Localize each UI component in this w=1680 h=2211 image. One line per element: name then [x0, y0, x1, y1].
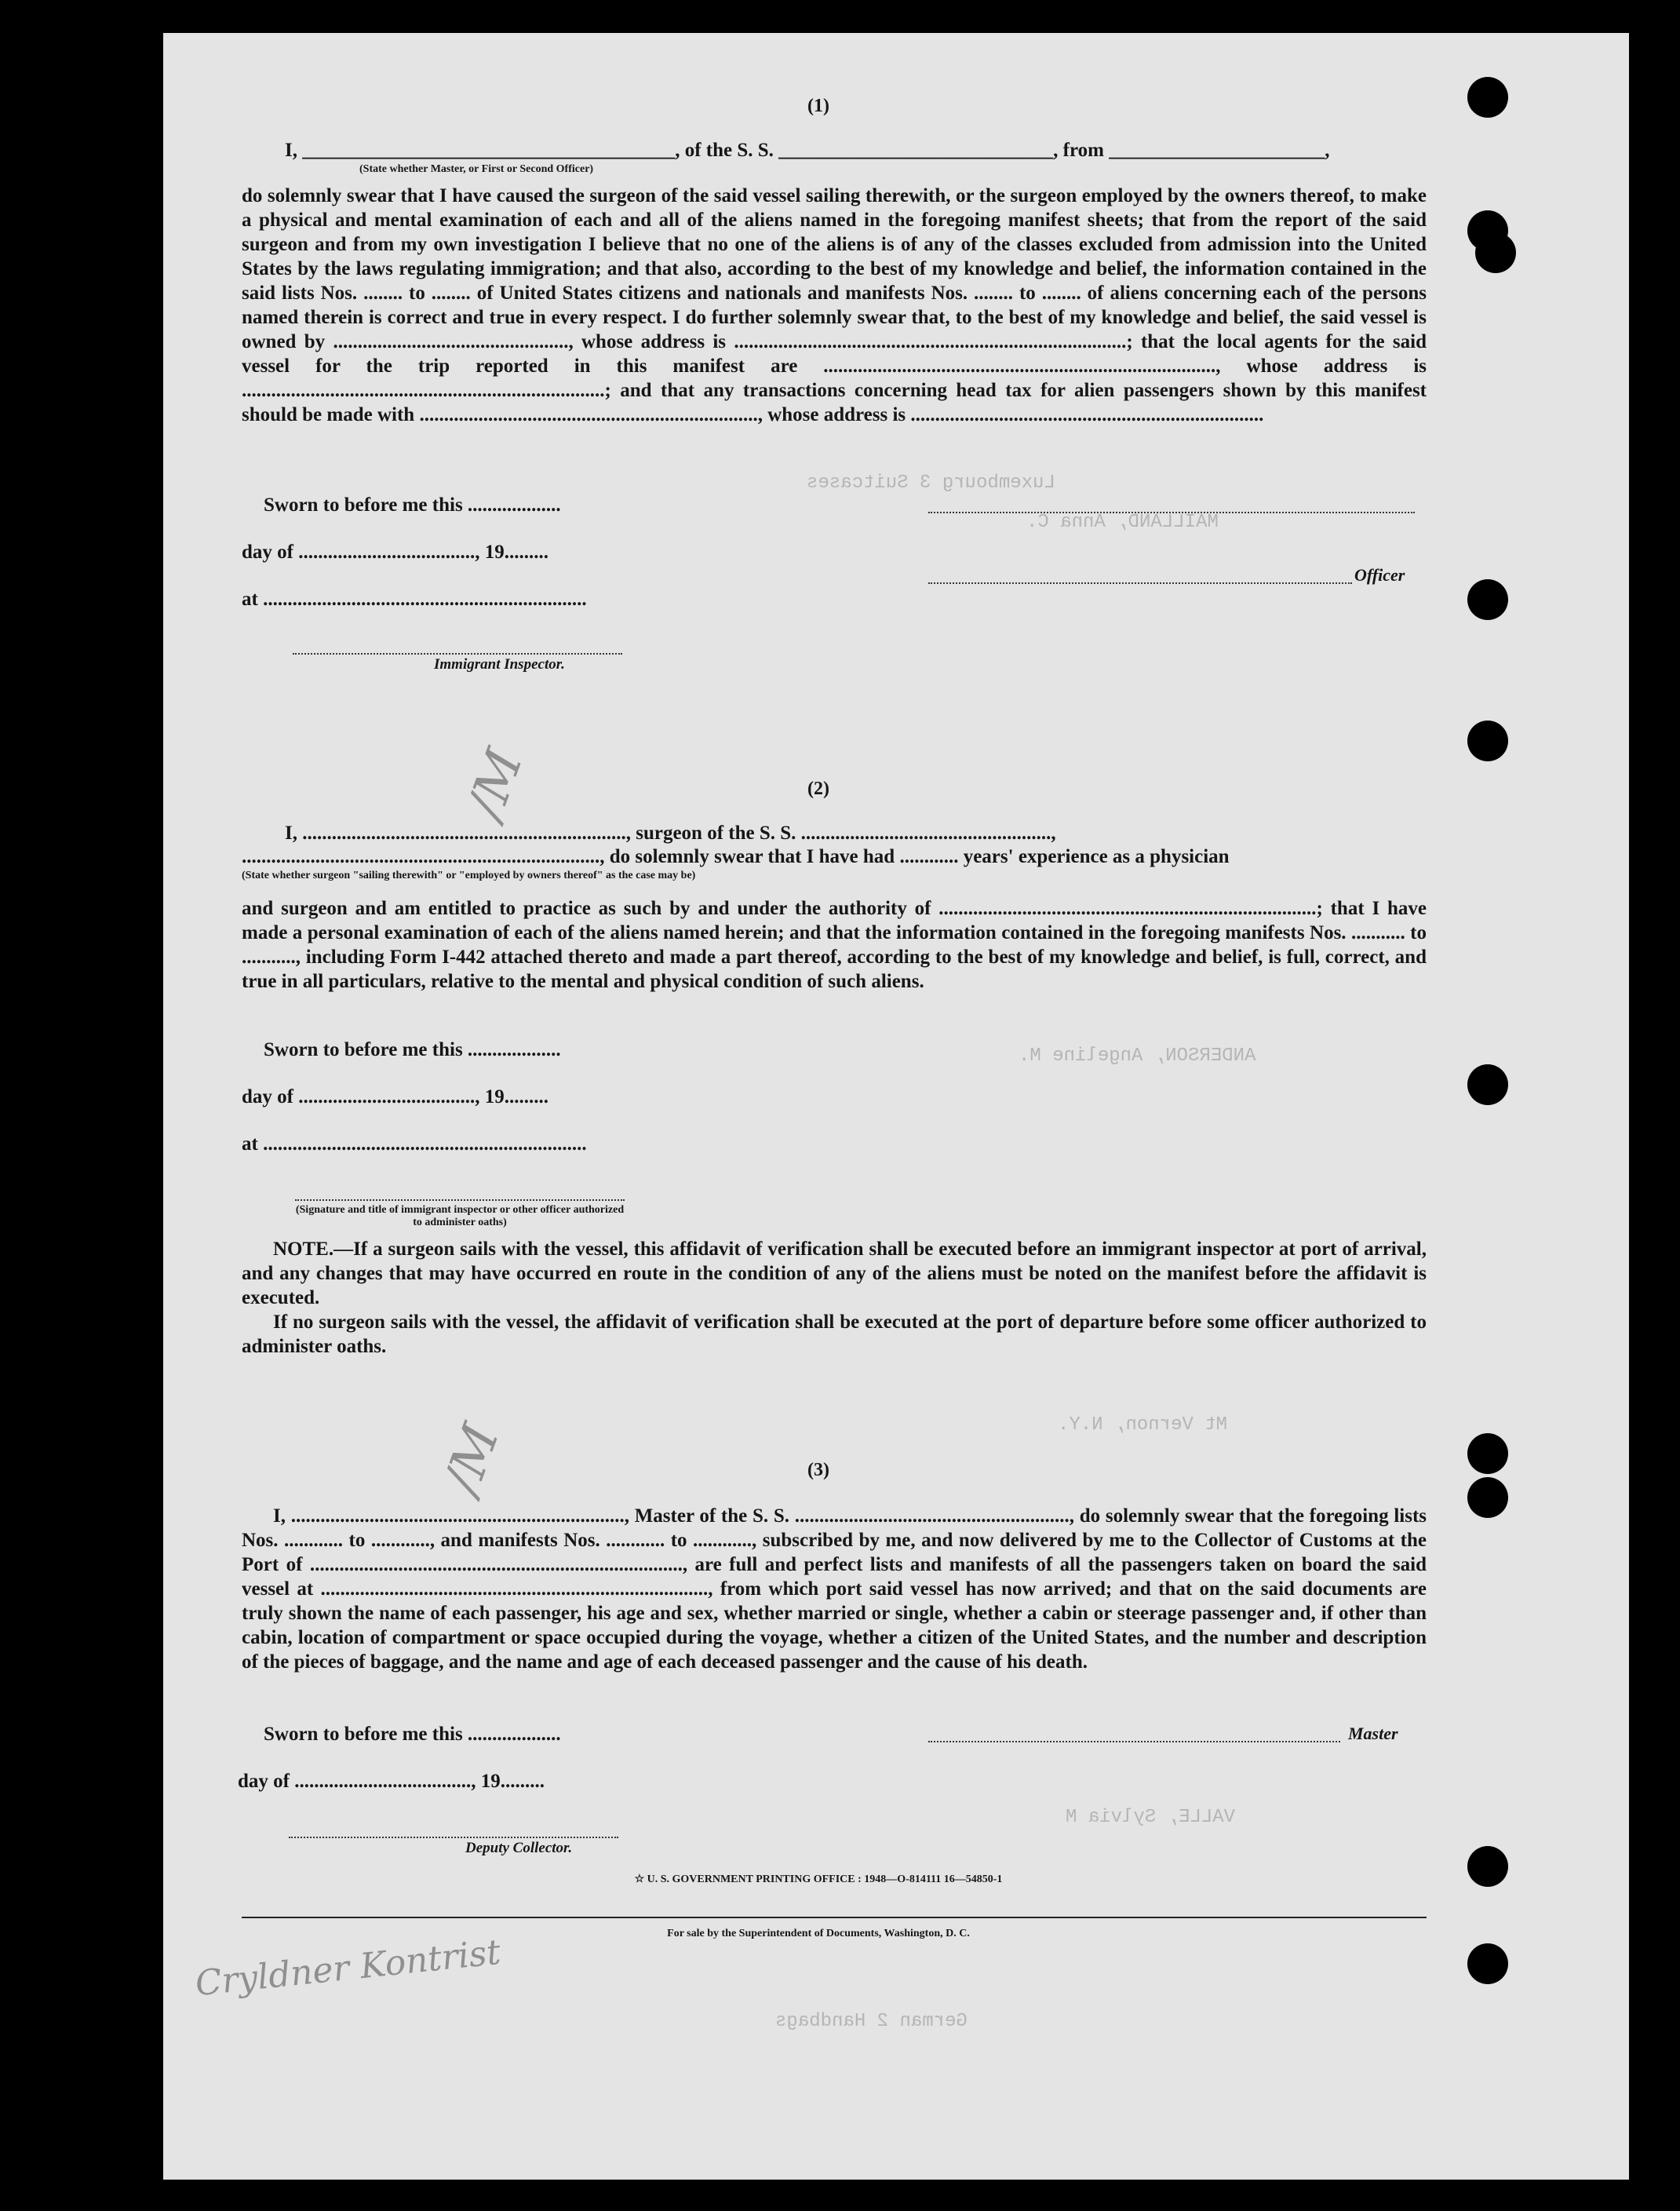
section-2-surgeon-caption: (State whether surgeon "sailing therewith" or "employed by owners thereof" as the case may be)	[242, 870, 696, 881]
section-1-inspector-label: Immigrant Inspector.	[434, 656, 565, 673]
section-1-oath-text	[242, 184, 1427, 427]
section-1-paragraph: do solemnly swear that I have caused the surgeon of the said vessel sailing therewith, or the surgeon employed by the owners thereof, to make a physical and mental examination of each and all of the aliens named in the foregoing manifest sheets; that from the report of the said surgeon and from my own investigation I believe that no one of the aliens is of any of the classes excluded from admission into the United States by the laws regulating immigration; and that also, according to the best of my knowledge and belief, the information contained in the said lists Nos. ........ to ........ of United States citizens and nationals and manifests Nos. ........ to ........ of aliens concerning each of the persons named therein is correct and true in every respect. I do further solemnly swear that, to the best of my knowledge and belief, the said vessel is owned by ................................................, whose address is ................................................................................; that the local agents for the said vessel for the trip reported in this manifest are ................................................................................, whose address is ..........................................................................; and that any transactions concerning head tax for alien passengers shown by this manifest should be made with ....................................................................., whose address is ........................................................................	[242, 185, 1427, 425]
bleed-through-text: German 2 Handbags	[775, 2011, 968, 2032]
section-1-officer-label: Officer	[1354, 565, 1405, 585]
section-1-opening-line: I, ______________________________________, of the S. S. ____________________________, from ______________________,	[285, 140, 1330, 161]
section-2-sworn: Sworn to before me this ...................	[264, 1039, 561, 1060]
section-2-number: (2)	[807, 779, 829, 799]
binder-hole	[1467, 579, 1508, 620]
section-2-note-text: NOTE.—If a surgeon sails with the vessel, this affidavit of verification shall be executed before an immigrant inspector at port of arrival, and any changes that may have occurred en route in the condition of any of the aliens must be noted on the manifest before the affidavit is executed.	[242, 1239, 1427, 1308]
section-3-collector-sigline	[289, 1837, 618, 1838]
section-3-collector-label: Deputy Collector.	[465, 1840, 573, 1856]
binder-hole	[1475, 232, 1516, 273]
bleed-through-text: Luxembourg 3 Suitcases	[807, 472, 1055, 494]
section-1-day: day of ...................................., 19.........	[242, 542, 548, 563]
section-2-paragraph: and surgeon and am entitled to practice as such by and under the authority of .............................................................................; that I have made a personal examination of each of the aliens named herein; and that the information contained in the foregoing manifests Nos. ........... to ..........., including Form I-442 attached thereto and made a part thereof, according to the best of my knowledge and belief, is full, correct, and true in all particulars, relative to the mental and physical condition of such aliens.	[242, 898, 1427, 992]
section-3-master-label: Master	[1348, 1724, 1398, 1743]
section-2-sigline	[295, 1199, 625, 1201]
section-2-at: at ..................................................................	[242, 1133, 587, 1155]
binder-hole	[1467, 1477, 1508, 1518]
section-2-note	[242, 1237, 1427, 1359]
for-sale-line: For sale by the Superintendent of Documents, Washington, D. C.	[667, 1928, 970, 1939]
section-1-officer-sigline	[928, 582, 1352, 584]
section-1-at: at ..................................................................	[242, 589, 587, 610]
manifest-page	[163, 33, 1629, 2180]
section-3-day: day of ...................................., 19.........	[238, 1771, 545, 1792]
section-2-signature-caption: (Signature and title of immigrant inspector or other officer authorized to administer oaths)	[295, 1204, 625, 1228]
footer-rule	[242, 1917, 1427, 1918]
bleed-through-text: ANDERSON, Angeline M.	[1019, 1045, 1256, 1067]
pencil-mark: /M	[456, 742, 535, 826]
section-2-day: day of ...................................., 19.........	[242, 1086, 548, 1107]
section-2-second-line: ........................................................................., do solemnly swear that I have had ............ years' experience as a physician	[242, 846, 1230, 867]
binder-hole	[1467, 1943, 1508, 1984]
section-1-officer-sigline-top	[928, 512, 1415, 513]
bleed-through-text: VALLE, Sylvia M	[1066, 1807, 1236, 1828]
section-2-opening-line: I, .................................................................., surgeon of the S. S. ...................................................,	[285, 823, 1056, 844]
binder-hole	[1467, 721, 1508, 761]
printing-office-line: ☆ U. S. GOVERNMENT PRINTING OFFICE : 1948—O-814111 16—54850-1	[634, 1874, 1003, 1885]
handwritten-signature: Cryldner Kontrist	[193, 1932, 503, 2005]
section-1-officer-caption: (State whether Master, or First or Second Officer)	[359, 163, 594, 175]
section-3-oath-text	[242, 1504, 1427, 1674]
binder-hole	[1467, 1064, 1508, 1105]
section-1-number: (1)	[807, 96, 829, 116]
bleed-through-text: Mt Vernon, N.Y.	[1058, 1414, 1228, 1436]
bleed-through-text: MAILLAND, Anna C.	[1026, 512, 1219, 533]
section-1-inspector-sigline	[293, 653, 622, 655]
pencil-mark: /M	[432, 1417, 512, 1501]
section-3-master-sigline	[928, 1741, 1340, 1742]
section-3-number: (3)	[807, 1460, 829, 1480]
section-2-note2-text: If no surgeon sails with the vessel, the affidavit of verification shall be executed at the port of departure before some officer authorized to administer oaths.	[242, 1312, 1427, 1357]
section-3-sworn: Sworn to before me this ...................	[264, 1724, 561, 1745]
section-3-paragraph: I, ...................................................................., Master of the S. S. ........................................................, do solemnly swear that the foregoing lists Nos. ............ to ............, and manifests Nos. ............ to ............, subscribed by me, and now delivered by me to the Collector of Customs at the Port of ............................................................................, are full and perfect lists and manifests of all the passengers taken on board the said vessel at ..............................................................................., from which port said vessel has now arrived; and that on the said documents are truly shown the name of each passenger, his age and sex, whether married or single, whether a cabin or steerage passenger and, if other than cabin, location of compartment or space occupied during the voyage, whether a citizen of the United States, and the number and description of the pieces of baggage, and the name and age of each deceased passenger and the cause of his death.	[242, 1505, 1427, 1673]
section-1-sworn: Sworn to before me this ...................	[264, 494, 561, 516]
section-2-oath-text	[242, 896, 1427, 994]
